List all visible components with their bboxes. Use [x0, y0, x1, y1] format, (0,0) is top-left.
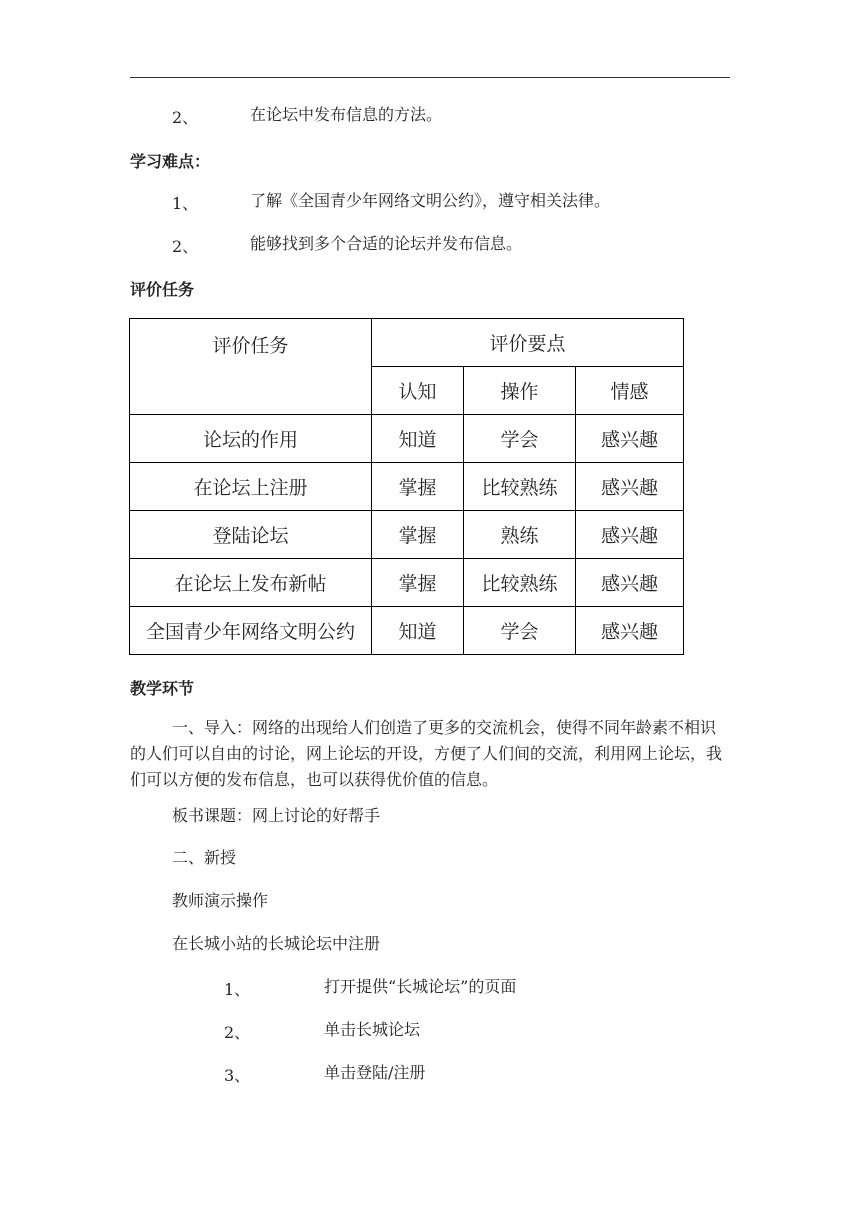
new-lesson: 二、新授 — [172, 848, 237, 867]
cell-cognition: 知道 — [372, 415, 464, 463]
cell-emotion: 感兴趣 — [576, 511, 684, 559]
cell-operation: 比较熟练 — [464, 559, 576, 607]
list-number: 1、 — [172, 194, 199, 213]
difficulty-heading: 学习难点： — [130, 152, 211, 171]
cell-task: 全国青少年网络文明公约 — [130, 607, 372, 655]
cell-cognition: 掌握 — [372, 559, 464, 607]
evaluation-table — [129, 318, 684, 655]
table-row — [130, 559, 684, 607]
cell-emotion: 感兴趣 — [576, 463, 684, 511]
register-instruction: 在长城小站的长城论坛中注册 — [172, 934, 381, 953]
header-task: 评价任务 — [130, 319, 372, 415]
board-title: 板书课题：网上讨论的好帮手 — [172, 806, 381, 825]
cell-cognition: 掌握 — [372, 511, 464, 559]
subheader-cognition: 认知 — [372, 367, 464, 415]
teaching-heading: 教学环节 — [130, 679, 195, 698]
list-number: 2、 — [172, 108, 199, 127]
list-text: 了解《全国青少年网络文明公约》，遵守相关法律。 — [250, 191, 611, 210]
cell-task: 在论坛上注册 — [130, 463, 372, 511]
step-text: 打开提供“长城论坛”的页面 — [324, 977, 517, 996]
step-number: 1、 — [224, 980, 251, 999]
cell-operation: 比较熟练 — [464, 463, 576, 511]
table-row — [130, 463, 684, 511]
cell-operation: 学会 — [464, 415, 576, 463]
evaluation-heading: 评价任务 — [130, 280, 195, 299]
teacher-demo: 教师演示操作 — [172, 891, 269, 910]
cell-task: 登陆论坛 — [130, 511, 372, 559]
step-text: 单击长城论坛 — [324, 1020, 421, 1039]
cell-task: 在论坛上发布新帖 — [130, 559, 372, 607]
list-text: 在论坛中发布信息的方法。 — [250, 105, 443, 124]
list-text: 能够找到多个合适的论坛并发布信息。 — [250, 234, 523, 253]
intro-paragraph: 一、导入：网络的出现给人们创造了更多的交流机会，使得不同年龄素不相识的人们可以自由的讨论，网上论坛的开设，方便了人们间的交流，利用网上论坛，我们可以方便的发布信息，也可以获得优价值的信息。 — [130, 718, 723, 789]
table-row — [130, 511, 684, 559]
cell-operation: 熟练 — [464, 511, 576, 559]
step-number: 3、 — [224, 1066, 251, 1085]
header-points: 评价要点 — [372, 319, 684, 367]
step-text: 单击登陆/注册 — [324, 1063, 426, 1082]
table-row — [130, 415, 684, 463]
cell-cognition: 掌握 — [372, 463, 464, 511]
cell-cognition: 知道 — [372, 607, 464, 655]
cell-emotion: 感兴趣 — [576, 559, 684, 607]
cell-task: 论坛的作用 — [130, 415, 372, 463]
header-rule — [130, 77, 730, 78]
table-row — [130, 607, 684, 655]
list-number: 2、 — [172, 237, 199, 256]
cell-emotion: 感兴趣 — [576, 607, 684, 655]
cell-emotion: 感兴趣 — [576, 415, 684, 463]
subheader-operation: 操作 — [464, 367, 576, 415]
step-number: 2、 — [224, 1023, 251, 1042]
table-header-row — [130, 319, 684, 367]
subheader-emotion: 情感 — [576, 367, 684, 415]
cell-operation: 学会 — [464, 607, 576, 655]
